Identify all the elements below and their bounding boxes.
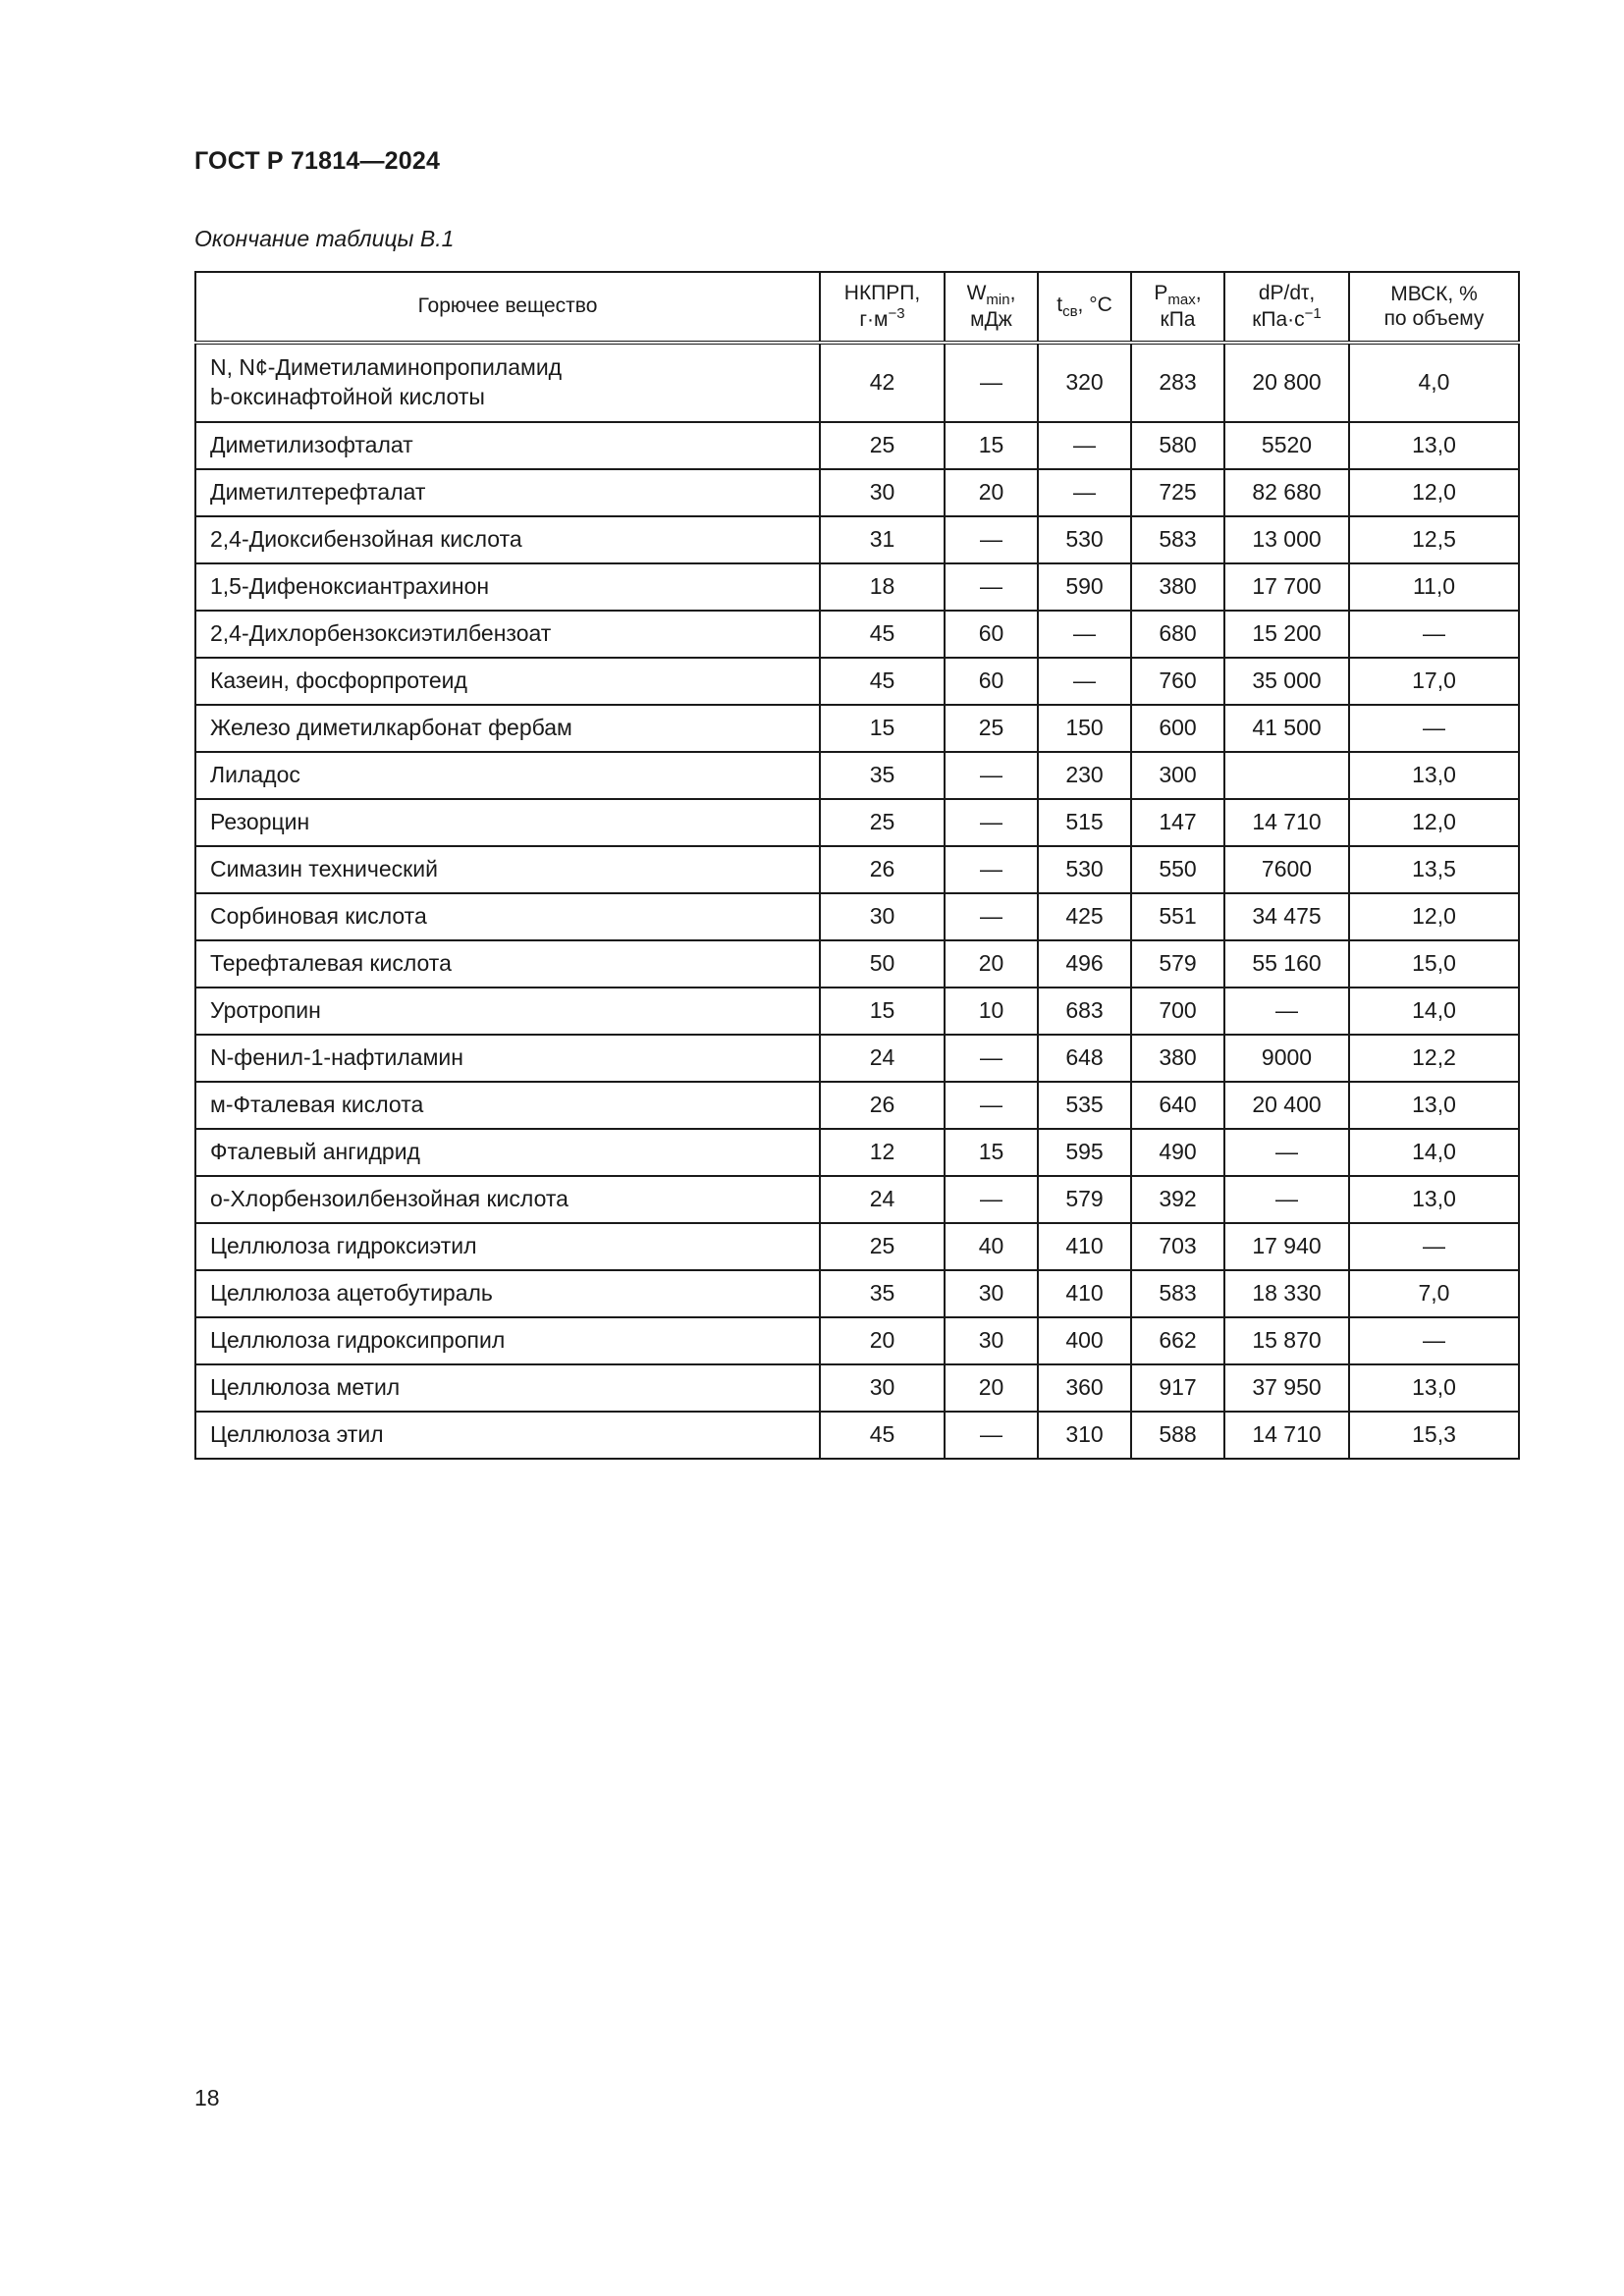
cell-substance: Целлюлоза гидроксипропил [195, 1317, 820, 1364]
table-row [195, 563, 1519, 611]
cell-wmin: 30 [945, 1317, 1038, 1364]
cell-pmax: 380 [1131, 563, 1224, 611]
col-header-dpdt [1224, 272, 1349, 343]
table-row [195, 988, 1519, 1035]
cell-wmin: — [945, 1035, 1038, 1082]
cell-dpdt: 15 870 [1224, 1317, 1349, 1364]
cell-wmin: — [945, 563, 1038, 611]
cell-wmin: — [945, 1082, 1038, 1129]
cell-substance: о-Хлорбензоилбензойная кислота [195, 1176, 820, 1223]
cell-substance: Диметилтерефталат [195, 469, 820, 516]
table-row [195, 1129, 1519, 1176]
table-row [195, 752, 1519, 799]
cell-mvsk: 12,0 [1349, 799, 1519, 846]
cell-nkprp: 45 [820, 611, 945, 658]
cell-substance: Целлюлоза этил [195, 1412, 820, 1459]
cell-tsv: — [1038, 422, 1131, 469]
cell-tsv: 595 [1038, 1129, 1131, 1176]
table-row [195, 1270, 1519, 1317]
cell-nkprp: 30 [820, 1364, 945, 1412]
cell-mvsk: 12,5 [1349, 516, 1519, 563]
cell-substance: Целлюлоза гидроксиэтил [195, 1223, 820, 1270]
cell-nkprp: 50 [820, 940, 945, 988]
cell-nkprp: 12 [820, 1129, 945, 1176]
cell-mvsk: 13,0 [1349, 1176, 1519, 1223]
cell-mvsk: 12,2 [1349, 1035, 1519, 1082]
cell-dpdt: — [1224, 1129, 1349, 1176]
table-row [195, 1412, 1519, 1459]
table-row [195, 343, 1519, 422]
cell-dpdt: 14 710 [1224, 799, 1349, 846]
cell-wmin: 60 [945, 658, 1038, 705]
cell-wmin: — [945, 1412, 1038, 1459]
cell-mvsk: — [1349, 611, 1519, 658]
table-header [195, 272, 1519, 343]
cell-substance: Терефталевая кислота [195, 940, 820, 988]
cell-nkprp: 26 [820, 846, 945, 893]
cell-substance: Казеин, фосфорпротеид [195, 658, 820, 705]
cell-pmax: 917 [1131, 1364, 1224, 1412]
cell-pmax: 392 [1131, 1176, 1224, 1223]
cell-dpdt: 34 475 [1224, 893, 1349, 940]
cell-substance: 2,4-Диоксибензойная кислота [195, 516, 820, 563]
cell-pmax: 662 [1131, 1317, 1224, 1364]
table-caption: Окончание таблицы В.1 [194, 226, 455, 251]
cell-tsv: 683 [1038, 988, 1131, 1035]
cell-mvsk: 14,0 [1349, 1129, 1519, 1176]
cell-dpdt: 41 500 [1224, 705, 1349, 752]
table-row [195, 422, 1519, 469]
cell-tsv: 496 [1038, 940, 1131, 988]
cell-substance: Железо диметилкарбонат фербам [195, 705, 820, 752]
table-body [195, 343, 1519, 1459]
col-header-substance [195, 272, 820, 343]
cell-mvsk: 15,3 [1349, 1412, 1519, 1459]
table-row [195, 1035, 1519, 1082]
cell-substance: 1,5-Дифеноксиантрахинон [195, 563, 820, 611]
cell-nkprp: 45 [820, 1412, 945, 1459]
cell-dpdt: 17 700 [1224, 563, 1349, 611]
cell-dpdt: 17 940 [1224, 1223, 1349, 1270]
cell-substance: Целлюлоза ацетобутираль [195, 1270, 820, 1317]
cell-wmin: 60 [945, 611, 1038, 658]
cell-substance: Диметилизофталат [195, 422, 820, 469]
cell-tsv: 400 [1038, 1317, 1131, 1364]
cell-mvsk: 7,0 [1349, 1270, 1519, 1317]
cell-wmin: 15 [945, 1129, 1038, 1176]
pmax-header-comma: , [1195, 281, 1202, 304]
col-header-mvsk [1349, 272, 1519, 343]
cell-mvsk: 15,0 [1349, 940, 1519, 988]
wmin-header-unit: мДж [970, 308, 1012, 332]
cell-pmax: 551 [1131, 893, 1224, 940]
cell-tsv: 515 [1038, 799, 1131, 846]
table-row [195, 1364, 1519, 1412]
cell-substance: м-Фталевая кислота [195, 1082, 820, 1129]
cell-pmax: 580 [1131, 422, 1224, 469]
cell-mvsk: 13,0 [1349, 1364, 1519, 1412]
cell-substance: Лиладос [195, 752, 820, 799]
cell-tsv: 410 [1038, 1223, 1131, 1270]
cell-pmax: 490 [1131, 1129, 1224, 1176]
cell-mvsk: 14,0 [1349, 988, 1519, 1035]
cell-dpdt: 82 680 [1224, 469, 1349, 516]
cell-dpdt: 7600 [1224, 846, 1349, 893]
col-header-nkprp [820, 272, 945, 343]
cell-nkprp: 25 [820, 799, 945, 846]
cell-tsv: 535 [1038, 1082, 1131, 1129]
cell-substance: Сорбиновая кислота [195, 893, 820, 940]
tsv-header-unit: , °C [1077, 293, 1112, 316]
cell-tsv: — [1038, 658, 1131, 705]
cell-substance [195, 343, 820, 422]
tsv-header-symbol: t [1056, 293, 1063, 316]
table-row [195, 893, 1519, 940]
cell-wmin: — [945, 846, 1038, 893]
cell-nkprp: 24 [820, 1176, 945, 1223]
cell-dpdt: 37 950 [1224, 1364, 1349, 1412]
table-row [195, 705, 1519, 752]
cell-pmax: 680 [1131, 611, 1224, 658]
dpdt-header-unit: кПа·с [1252, 308, 1305, 331]
cell-mvsk: — [1349, 1223, 1519, 1270]
cell-tsv: — [1038, 611, 1131, 658]
cell-nkprp: 18 [820, 563, 945, 611]
page-number: 18 [194, 2085, 220, 2110]
dpdt-header-exponent: −1 [1304, 305, 1322, 322]
cell-wmin: 20 [945, 940, 1038, 988]
cell-dpdt: — [1224, 1176, 1349, 1223]
cell-tsv: 230 [1038, 752, 1131, 799]
cell-pmax: 583 [1131, 516, 1224, 563]
wmin-header-symbol: W [966, 281, 987, 304]
cell-nkprp: 24 [820, 1035, 945, 1082]
cell-substance: Резорцин [195, 799, 820, 846]
table-row [195, 1176, 1519, 1223]
cell-dpdt: 15 200 [1224, 611, 1349, 658]
cell-wmin: 20 [945, 469, 1038, 516]
cell-dpdt: 9000 [1224, 1035, 1349, 1082]
cell-tsv: 320 [1038, 343, 1131, 422]
cell-wmin: 25 [945, 705, 1038, 752]
substance-name-line: N, N¢-Диметиламинопропиламид [210, 354, 563, 381]
cell-substance: 2,4-Дихлорбензоксиэтилбензоат [195, 611, 820, 658]
cell-mvsk: 12,0 [1349, 893, 1519, 940]
cell-tsv: 590 [1038, 563, 1131, 611]
cell-nkprp: 30 [820, 469, 945, 516]
cell-dpdt: 14 710 [1224, 1412, 1349, 1459]
header-row [195, 272, 1519, 343]
table-row [195, 846, 1519, 893]
cell-tsv: — [1038, 469, 1131, 516]
cell-pmax: 703 [1131, 1223, 1224, 1270]
cell-mvsk: 13,0 [1349, 422, 1519, 469]
col-header-wmin [945, 272, 1038, 343]
table-row [195, 799, 1519, 846]
cell-dpdt: 20 400 [1224, 1082, 1349, 1129]
cell-pmax: 583 [1131, 1270, 1224, 1317]
cell-dpdt: 5520 [1224, 422, 1349, 469]
nkprp-header-unit: г·м [859, 308, 889, 331]
table-row [195, 1317, 1519, 1364]
cell-mvsk: — [1349, 705, 1519, 752]
cell-dpdt: — [1224, 988, 1349, 1035]
cell-substance: N-фенил-1-нафтиламин [195, 1035, 820, 1082]
table-row [195, 658, 1519, 705]
table-row [195, 1223, 1519, 1270]
cell-nkprp: 20 [820, 1317, 945, 1364]
table-row [195, 611, 1519, 658]
col-header-tsv [1038, 272, 1131, 343]
table-row [195, 1082, 1519, 1129]
cell-dpdt [1224, 752, 1349, 799]
cell-pmax: 300 [1131, 752, 1224, 799]
cell-nkprp: 25 [820, 422, 945, 469]
cell-pmax: 600 [1131, 705, 1224, 752]
cell-substance: Симазин технический [195, 846, 820, 893]
cell-dpdt: 13 000 [1224, 516, 1349, 563]
cell-wmin: — [945, 343, 1038, 422]
document-header: ГОСТ Р 71814—2024 [194, 147, 441, 175]
pmax-header-unit: кПа [1160, 308, 1196, 332]
nkprp-header-exponent: −3 [888, 305, 905, 322]
cell-pmax: 283 [1131, 343, 1224, 422]
cell-nkprp: 42 [820, 343, 945, 422]
cell-nkprp: 26 [820, 1082, 945, 1129]
substance-name-line: b-оксинафтойной кислоты [210, 384, 485, 409]
cell-tsv: 530 [1038, 846, 1131, 893]
wmin-header-subscript: min [986, 291, 1010, 308]
cell-nkprp: 35 [820, 752, 945, 799]
cell-nkprp: 15 [820, 988, 945, 1035]
substance-header-label: Горючее вещество [417, 294, 598, 318]
cell-wmin: — [945, 516, 1038, 563]
cell-wmin: — [945, 1176, 1038, 1223]
cell-wmin: — [945, 799, 1038, 846]
cell-nkprp: 15 [820, 705, 945, 752]
cell-tsv: 648 [1038, 1035, 1131, 1082]
cell-tsv: 410 [1038, 1270, 1131, 1317]
cell-pmax: 700 [1131, 988, 1224, 1035]
cell-tsv: 360 [1038, 1364, 1131, 1412]
nkprp-header-label: НКПРП, [843, 281, 921, 304]
col-header-pmax [1131, 272, 1224, 343]
cell-substance: Фталевый ангидрид [195, 1129, 820, 1176]
cell-pmax: 579 [1131, 940, 1224, 988]
cell-nkprp: 35 [820, 1270, 945, 1317]
cell-tsv: 150 [1038, 705, 1131, 752]
cell-mvsk: 13,0 [1349, 1082, 1519, 1129]
cell-tsv: 530 [1038, 516, 1131, 563]
cell-nkprp: 30 [820, 893, 945, 940]
cell-mvsk: 4,0 [1349, 343, 1519, 422]
cell-pmax: 147 [1131, 799, 1224, 846]
cell-dpdt: 55 160 [1224, 940, 1349, 988]
cell-mvsk: 11,0 [1349, 563, 1519, 611]
cell-pmax: 725 [1131, 469, 1224, 516]
cell-mvsk: — [1349, 1317, 1519, 1364]
mvsk-header-unit: по объему [1383, 306, 1485, 330]
pmax-header-symbol: P [1154, 281, 1168, 304]
cell-tsv: 310 [1038, 1412, 1131, 1459]
cell-tsv: 579 [1038, 1176, 1131, 1223]
cell-wmin: 15 [945, 422, 1038, 469]
cell-wmin: — [945, 893, 1038, 940]
cell-wmin: 40 [945, 1223, 1038, 1270]
substances-table [194, 271, 1520, 1460]
cell-mvsk: 13,0 [1349, 752, 1519, 799]
cell-dpdt: 20 800 [1224, 343, 1349, 422]
cell-wmin: 10 [945, 988, 1038, 1035]
cell-nkprp: 25 [820, 1223, 945, 1270]
table-row [195, 516, 1519, 563]
cell-mvsk: 13,5 [1349, 846, 1519, 893]
cell-wmin: 20 [945, 1364, 1038, 1412]
cell-mvsk: 12,0 [1349, 469, 1519, 516]
cell-substance: Уротропин [195, 988, 820, 1035]
pmax-header-subscript: max [1167, 291, 1196, 308]
cell-pmax: 380 [1131, 1035, 1224, 1082]
cell-wmin: 30 [945, 1270, 1038, 1317]
table-row [195, 940, 1519, 988]
tsv-header-subscript: св [1062, 302, 1078, 320]
cell-pmax: 588 [1131, 1412, 1224, 1459]
cell-wmin: — [945, 752, 1038, 799]
cell-pmax: 550 [1131, 846, 1224, 893]
table-row [195, 469, 1519, 516]
cell-pmax: 640 [1131, 1082, 1224, 1129]
dpdt-header-label: dP/dτ, [1258, 281, 1316, 304]
cell-dpdt: 35 000 [1224, 658, 1349, 705]
cell-dpdt: 18 330 [1224, 1270, 1349, 1317]
mvsk-header-label: МВСК, % [1390, 283, 1478, 306]
cell-nkprp: 31 [820, 516, 945, 563]
cell-pmax: 760 [1131, 658, 1224, 705]
cell-tsv: 425 [1038, 893, 1131, 940]
cell-mvsk: 17,0 [1349, 658, 1519, 705]
cell-nkprp: 45 [820, 658, 945, 705]
wmin-header-comma: , [1009, 281, 1016, 304]
cell-substance: Целлюлоза метил [195, 1364, 820, 1412]
